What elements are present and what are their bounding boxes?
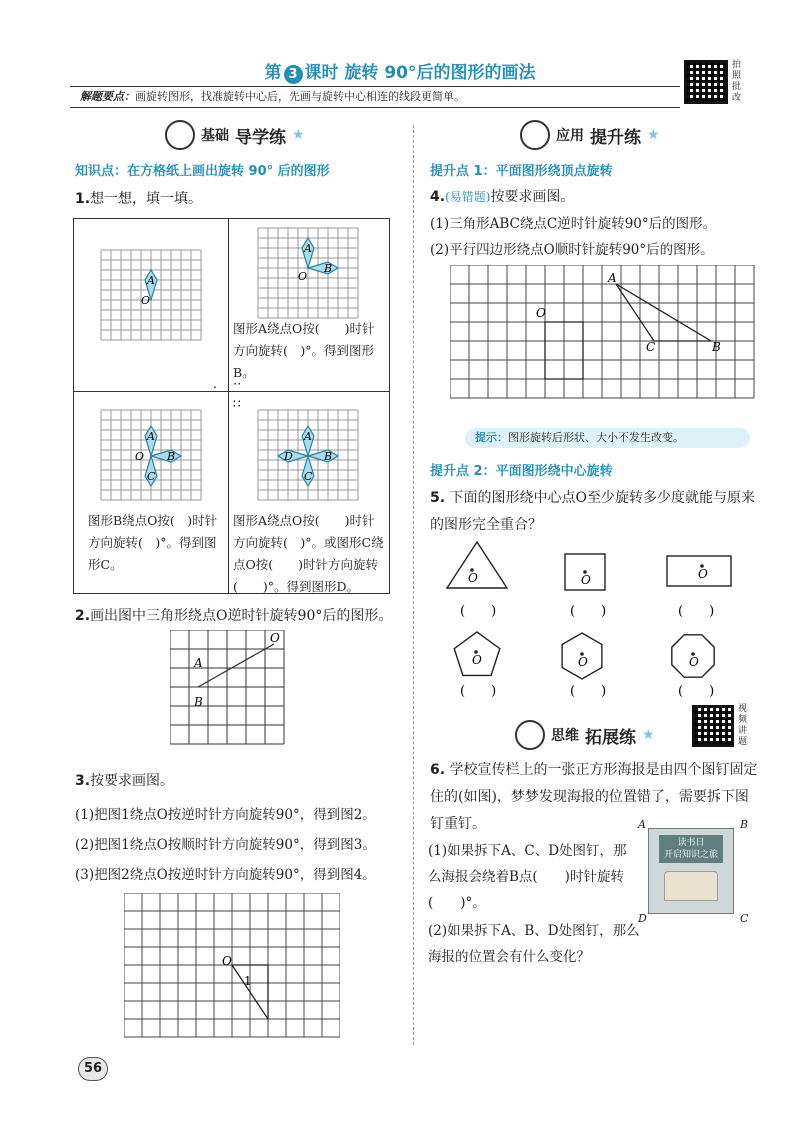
mascot-icon — [515, 720, 545, 750]
poster-label-B: B — [740, 818, 749, 831]
answer-blank: ( ) — [570, 604, 607, 619]
q5-heading: 5. 下面的图形绕中心点O至少旋转多少度就能与原来的图形完全重合？ — [430, 490, 755, 533]
shape-B-label: B — [324, 450, 333, 463]
tip-bar — [70, 86, 680, 108]
poster-label-C: C — [740, 912, 749, 925]
page-title: 第 3 课时 旋转 90°后的图形的画法 — [264, 63, 536, 83]
label-O: O — [536, 306, 546, 320]
star-icon: ★ — [647, 127, 660, 143]
q2-heading: 2.画出图中三角形绕点O逆时针旋转90°后的图形。 — [75, 608, 393, 624]
lesson-number-badge: 3 — [284, 65, 303, 84]
label-B: B — [194, 695, 203, 709]
star-icon: ★ — [292, 127, 305, 143]
point-O-label: O — [298, 270, 308, 283]
label-O: O — [270, 631, 280, 645]
mascot-icon — [165, 120, 195, 150]
page-number: 56 — [78, 1057, 108, 1081]
qr-label-bottom: 视频讲题 — [738, 704, 748, 747]
answer-blank: ( ) — [460, 604, 497, 619]
qr-code-icon[interactable] — [684, 60, 728, 104]
point-2: 提升点 2：平面图形绕中心旋转 — [430, 464, 613, 479]
label-O: O — [222, 954, 232, 968]
q2-grid[interactable] — [170, 630, 290, 750]
label-O: O — [468, 571, 478, 585]
shape-A-label: A — [147, 430, 155, 443]
knowledge-point: 知识点：在方格纸上画出旋转 90° 后的图形 — [75, 164, 330, 179]
shape-C-label: C — [147, 470, 156, 483]
answer-blank: ( ) — [678, 604, 715, 619]
poster-image — [648, 828, 734, 914]
shape-B — [308, 262, 338, 274]
label-O: O — [578, 655, 588, 669]
q1-cell2-text: 图形A绕点O按( )时针方向旋转( )°。得到图形B。 — [233, 321, 375, 380]
dot-mark: . — [213, 377, 217, 391]
qr-code-icon-2[interactable] — [692, 705, 734, 747]
dot-mark: ⋅⋅ — [233, 377, 242, 391]
shape-B-label: B — [167, 450, 176, 463]
q4-item-1: (1)三角形ABC绕点C逆时针旋转90°后的图形。 — [430, 216, 717, 232]
label-B: B — [712, 340, 721, 354]
poster-caption: 读书日 开启知识之旅 — [659, 835, 723, 863]
label-fig-1: 1 — [244, 974, 252, 988]
point-1: 提升点 1：平面图形绕顶点旋转 — [430, 164, 613, 179]
star-icon: ★ — [642, 727, 655, 743]
mascot-icon — [520, 120, 550, 150]
q5-shapes — [430, 540, 760, 710]
label-A: A — [194, 656, 203, 670]
q3-item-2: (2)把图1绕点O按顺时针方向旋转90°，得到图3。 — [75, 837, 376, 853]
q6-item-2: (2)如果拆下A、B、D处图钉，那么海报的位置会有什么变化？ — [428, 923, 640, 965]
q4-tag: (易错题) — [445, 190, 491, 204]
label-O: O — [472, 653, 482, 667]
label-C: C — [646, 340, 656, 354]
tip-label: 解题要点： — [80, 90, 135, 103]
label-O: O — [581, 573, 591, 587]
poster-label-A: A — [638, 818, 646, 831]
answer-blank: ( ) — [460, 684, 497, 699]
section-basic: 基础 导学练 ★ — [165, 120, 305, 150]
point-O-label: O — [141, 294, 151, 307]
q3-grid[interactable] — [124, 893, 340, 1043]
open-book-icon — [664, 871, 718, 901]
poster-label-D: D — [638, 912, 647, 925]
column-divider — [413, 125, 414, 1045]
q3-item-1: (1)把图1绕点O按逆时针方向旋转90°，得到图2。 — [75, 807, 376, 823]
q4-heading: 4.(易错题)按要求画图。 — [430, 189, 575, 205]
shape-B-label: B — [324, 262, 333, 275]
q3-heading: 3.按要求画图。 — [75, 773, 175, 789]
hint-box: 提示：图形旋转后形状、大小不发生改变。 — [465, 428, 750, 448]
shape-A-label: A — [304, 242, 312, 255]
label-O: O — [689, 655, 699, 669]
section-extend: 思维 拓展练 ★ — [515, 720, 655, 750]
q3-item-3: (3)把图2绕点O按逆时针方向旋转90°，得到图4。 — [75, 867, 376, 883]
q6-heading: 6. 学校宣传栏上的一张正方形海报是由四个图钉固定住的(如图)，梦梦发现海报的位置错了，需要拆下图钉重钉。 — [430, 762, 758, 832]
shape-D-label: D — [284, 450, 293, 463]
label-A: A — [608, 271, 617, 285]
point-O-label: O — [135, 450, 145, 463]
answer-blank: ( ) — [570, 684, 607, 699]
q1-cell3-text: 图形B绕点O按( )时针方向旋转( )°。得到图形C。 — [88, 513, 218, 572]
dot-mark: ∷ — [233, 397, 241, 411]
shape-A-label: A — [304, 430, 312, 443]
q4-grid[interactable] — [450, 265, 755, 415]
qr-label-top: 拍照批改 — [732, 60, 742, 103]
label-O: O — [698, 567, 708, 581]
shape-C-label: C — [304, 470, 313, 483]
segment-AO — [198, 644, 274, 687]
q4-item-2: (2)平行四边形绕点O顺时针旋转90°后的图形。 — [430, 242, 714, 258]
tip-text: 画旋转图形，找准旋转中心后，先画与旋转中心相连的线段更简单。 — [135, 90, 465, 103]
q6-item-1: (1)如果拆下A、C、D处图钉，那么海报会绕着B点( )时针旋转( )°。 — [428, 843, 627, 911]
section-apply: 应用 提升练 ★ — [520, 120, 660, 150]
q1-heading: 1.想一想，填一填。 — [75, 191, 203, 207]
shape-A-label: A — [147, 274, 155, 287]
answer-blank: ( ) — [678, 684, 715, 699]
q1-cell4-text: 图形A绕点O按( )时针方向旋转( )°。或图形C绕点O按( )时针方向旋转( )°。得到图形D。 — [233, 513, 384, 594]
